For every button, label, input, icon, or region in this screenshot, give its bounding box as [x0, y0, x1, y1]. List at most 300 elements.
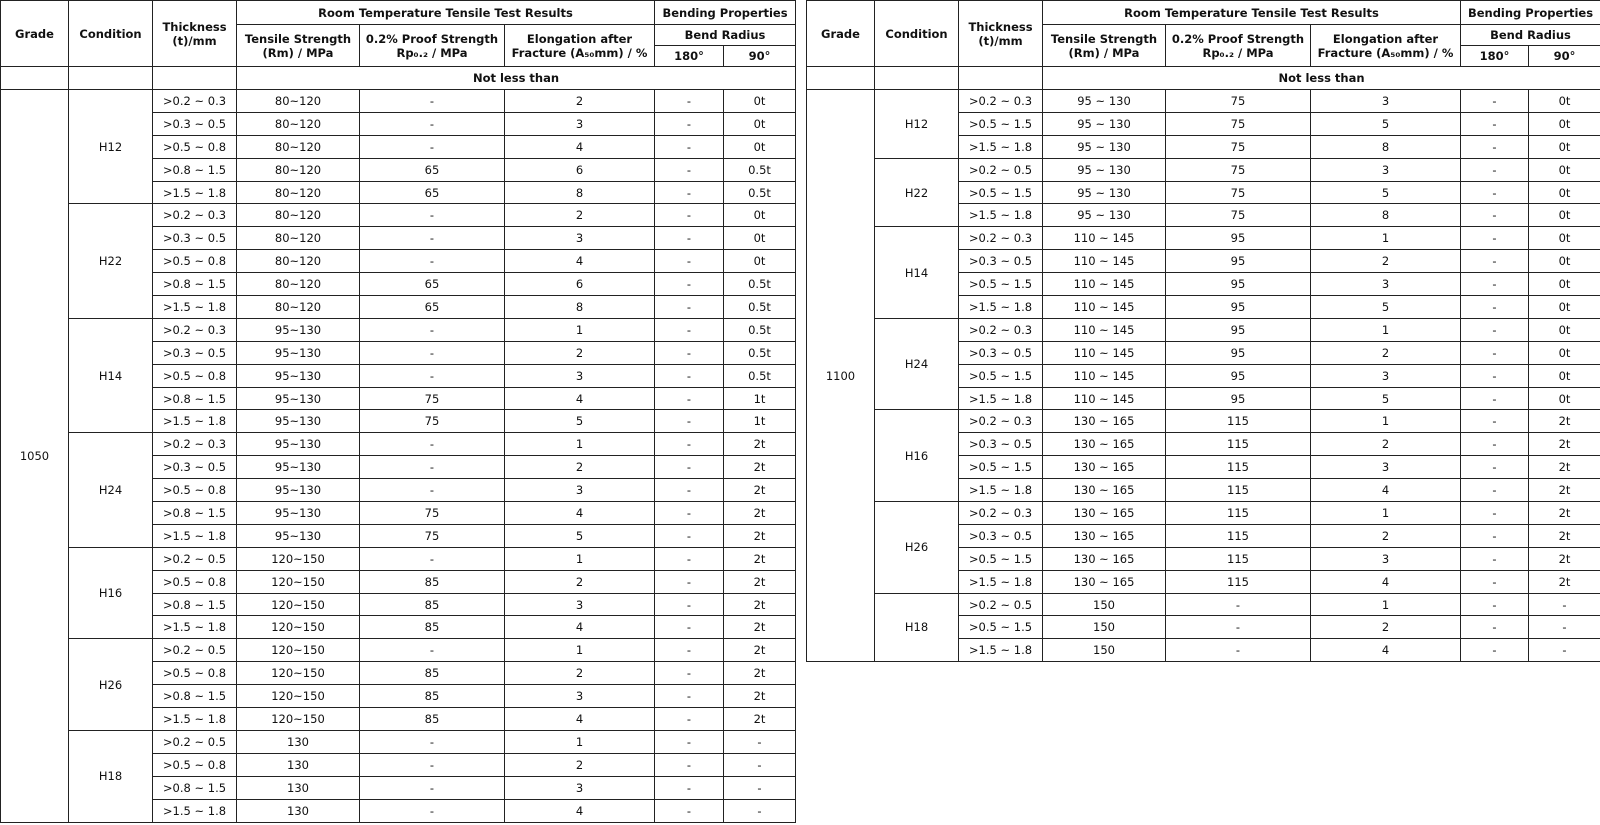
thickness-cell: >0.8 ~ 1.5 — [153, 776, 237, 799]
bending-group-header: Bending Properties — [1461, 1, 1600, 25]
tensile-cell: 95 ~ 130 — [1043, 135, 1166, 158]
properties-table-1050 — [0, 0, 796, 823]
proof-cell: - — [360, 776, 505, 799]
bend-180-cell: - — [1461, 204, 1529, 227]
tensile-cell: 80~120 — [237, 204, 360, 227]
tensile-cell: 95~130 — [237, 524, 360, 547]
tensile-cell: 130 ~ 165 — [1043, 479, 1166, 502]
thickness-cell: >0.3 ~ 0.5 — [153, 456, 237, 479]
proof-cell: 65 — [360, 181, 505, 204]
thickness-cell: >0.2 ~ 0.3 — [153, 204, 237, 227]
tensile-cell: 130 ~ 165 — [1043, 547, 1166, 570]
proof-cell: 95 — [1166, 296, 1311, 319]
proof-cell: 75 — [360, 524, 505, 547]
proof-cell: - — [1166, 593, 1311, 616]
deg180-header: 180° — [655, 46, 724, 67]
thickness-cell: >0.2 ~ 0.5 — [153, 730, 237, 753]
thickness-cell: >1.5 ~ 1.8 — [959, 204, 1043, 227]
bend-180-cell: - — [1461, 547, 1529, 570]
elongation-cell: 5 — [1311, 112, 1461, 135]
bend-180-cell: - — [1461, 639, 1529, 662]
bend-180-cell: - — [1461, 227, 1529, 250]
bend-90-cell: 0t — [1529, 364, 1600, 387]
proof-cell: 115 — [1166, 410, 1311, 433]
elongation-cell: 3 — [1311, 273, 1461, 296]
bend-90-cell: 0.5t — [724, 296, 796, 319]
thickness-cell: >0.5 ~ 0.8 — [153, 250, 237, 273]
elongation-cell: 5 — [505, 410, 655, 433]
elongation-cell: 4 — [505, 708, 655, 731]
elongation-cell: 6 — [505, 273, 655, 296]
tensile-header: Tensile Strength (Rm) / MPa — [1043, 25, 1166, 67]
grade-header-blank — [1, 67, 69, 90]
thickness-cell: >0.3 ~ 0.5 — [959, 524, 1043, 547]
tensile-cell: 95~130 — [237, 456, 360, 479]
elongation-cell: 2 — [505, 456, 655, 479]
condition-header-blank — [875, 67, 959, 90]
bend-180-cell: - — [1461, 570, 1529, 593]
proof-cell: - — [360, 112, 505, 135]
tensile-cell: 95 ~ 130 — [1043, 112, 1166, 135]
bend-90-cell: - — [724, 730, 796, 753]
tensile-cell: 110 ~ 145 — [1043, 387, 1166, 410]
bend-90-cell: 2t — [1529, 547, 1600, 570]
bend-90-cell: - — [724, 776, 796, 799]
tensile-cell: 120~150 — [237, 685, 360, 708]
bend-180-cell: - — [1461, 181, 1529, 204]
proof-cell: - — [360, 547, 505, 570]
thickness-cell: >0.5 ~ 0.8 — [153, 753, 237, 776]
elongation-cell: 8 — [1311, 204, 1461, 227]
proof-cell: 75 — [360, 410, 505, 433]
bend-90-cell: 0t — [1529, 387, 1600, 410]
tensile-cell: 95 ~ 130 — [1043, 158, 1166, 181]
table-row — [1, 90, 796, 113]
elongation-cell: 6 — [505, 158, 655, 181]
bend-180-cell: - — [655, 90, 724, 113]
proof-cell: - — [360, 341, 505, 364]
thickness-cell: >1.5 ~ 1.8 — [959, 639, 1043, 662]
proof-cell: - — [360, 730, 505, 753]
bend-90-cell: 2t — [724, 570, 796, 593]
condition-cell: H16 — [875, 410, 959, 502]
tensile-cell: 80~120 — [237, 112, 360, 135]
proof-cell: 115 — [1166, 456, 1311, 479]
bend-90-cell: 0.5t — [724, 364, 796, 387]
tensile-cell: 95~130 — [237, 502, 360, 525]
bend-180-cell: - — [655, 502, 724, 525]
elongation-header: Elongation after Fracture (A₅₀mm) / % — [505, 25, 655, 67]
thickness-cell: >1.5 ~ 1.8 — [959, 570, 1043, 593]
bending-group-header: Bending Properties — [655, 1, 796, 25]
proof-cell: 65 — [360, 296, 505, 319]
proof-cell: - — [360, 753, 505, 776]
bend-90-cell: 2t — [724, 616, 796, 639]
thickness-cell: >1.5 ~ 1.8 — [153, 410, 237, 433]
elongation-cell: 2 — [1311, 250, 1461, 273]
bend-180-cell: - — [1461, 364, 1529, 387]
not-less-than-label: Not less than — [237, 67, 796, 90]
elongation-cell: 8 — [505, 296, 655, 319]
thickness-cell: >0.8 ~ 1.5 — [153, 158, 237, 181]
thickness-cell: >0.2 ~ 0.3 — [959, 90, 1043, 113]
condition-cell: H18 — [875, 593, 959, 662]
bend-180-cell: - — [655, 433, 724, 456]
bend-180-cell: - — [655, 158, 724, 181]
thickness-cell: >0.3 ~ 0.5 — [959, 250, 1043, 273]
proof-cell: - — [360, 318, 505, 341]
bend-180-cell: - — [1461, 318, 1529, 341]
elongation-cell: 4 — [1311, 639, 1461, 662]
elongation-cell: 2 — [505, 753, 655, 776]
tensile-cell: 130 ~ 165 — [1043, 502, 1166, 525]
bend-180-cell: - — [1461, 112, 1529, 135]
elongation-cell: 3 — [505, 364, 655, 387]
bend-180-cell: - — [655, 318, 724, 341]
bend-180-cell: - — [1461, 593, 1529, 616]
bend-90-cell: 0t — [1529, 181, 1600, 204]
proof-cell: 65 — [360, 158, 505, 181]
tensile-cell: 120~150 — [237, 662, 360, 685]
bend-180-cell: - — [655, 204, 724, 227]
tensile-cell: 80~120 — [237, 273, 360, 296]
elongation-cell: 5 — [1311, 296, 1461, 319]
tensile-cell: 120~150 — [237, 570, 360, 593]
thickness-cell: >0.2 ~ 0.5 — [959, 158, 1043, 181]
bend-90-cell: 2t — [724, 639, 796, 662]
elongation-cell: 4 — [505, 616, 655, 639]
bend-180-cell: - — [655, 616, 724, 639]
elongation-cell: 4 — [1311, 570, 1461, 593]
bend-90-cell: 0t — [724, 250, 796, 273]
bend-90-cell: 1t — [724, 410, 796, 433]
tensile-cell: 110 ~ 145 — [1043, 341, 1166, 364]
condition-cell: H18 — [69, 730, 153, 822]
elongation-cell: 1 — [1311, 227, 1461, 250]
proof-cell: 115 — [1166, 524, 1311, 547]
bend-90-cell: - — [1529, 639, 1600, 662]
thickness-cell: >1.5 ~ 1.8 — [153, 616, 237, 639]
elongation-header: Elongation after Fracture (A₅₀mm) / % — [1311, 25, 1461, 67]
bend-180-cell: - — [1461, 341, 1529, 364]
proof-cell: 75 — [1166, 112, 1311, 135]
bend-radius-header: Bend Radius — [655, 25, 796, 46]
bend-90-cell: 0t — [1529, 90, 1600, 113]
bend-90-cell: 2t — [1529, 456, 1600, 479]
proof-cell: - — [360, 479, 505, 502]
table-row — [807, 593, 1600, 616]
bend-90-cell: 2t — [724, 456, 796, 479]
tensile-cell: 130 — [237, 730, 360, 753]
bend-90-cell: - — [724, 799, 796, 822]
proof-cell: 75 — [1166, 158, 1311, 181]
elongation-cell: 3 — [1311, 456, 1461, 479]
tensile-cell: 130 — [237, 753, 360, 776]
tensile-cell: 130 ~ 165 — [1043, 433, 1166, 456]
bend-90-cell: 2t — [1529, 570, 1600, 593]
proof-cell: 95 — [1166, 364, 1311, 387]
proof-cell: 95 — [1166, 273, 1311, 296]
condition-cell: H24 — [875, 318, 959, 410]
condition-cell: H14 — [69, 318, 153, 432]
condition-cell: H22 — [69, 204, 153, 318]
thickness-cell: >0.8 ~ 1.5 — [153, 273, 237, 296]
tensile-cell: 110 ~ 145 — [1043, 296, 1166, 319]
bend-90-cell: 2t — [724, 502, 796, 525]
bend-90-cell: 0.5t — [724, 181, 796, 204]
proof-cell: - — [360, 204, 505, 227]
proof-cell: - — [360, 433, 505, 456]
condition-cell: H26 — [875, 502, 959, 594]
bend-180-cell: - — [1461, 90, 1529, 113]
thickness-cell: >0.8 ~ 1.5 — [153, 387, 237, 410]
bend-180-cell: - — [1461, 616, 1529, 639]
bend-180-cell: - — [655, 296, 724, 319]
table-row — [807, 410, 1600, 433]
bend-180-cell: - — [1461, 410, 1529, 433]
elongation-cell: 1 — [505, 433, 655, 456]
proof-cell: 95 — [1166, 341, 1311, 364]
elongation-cell: 5 — [1311, 387, 1461, 410]
thickness-cell: >0.5 ~ 1.5 — [959, 616, 1043, 639]
bend-180-cell: - — [1461, 296, 1529, 319]
bend-90-cell: 2t — [724, 479, 796, 502]
elongation-cell: 1 — [1311, 410, 1461, 433]
thickness-cell: >0.5 ~ 1.5 — [959, 112, 1043, 135]
bend-180-cell: - — [1461, 456, 1529, 479]
thickness-cell: >0.2 ~ 0.3 — [959, 227, 1043, 250]
bend-180-cell: - — [1461, 135, 1529, 158]
bend-180-cell: - — [655, 753, 724, 776]
proof-cell: 115 — [1166, 433, 1311, 456]
proof-cell: 75 — [360, 387, 505, 410]
thickness-cell: >1.5 ~ 1.8 — [959, 296, 1043, 319]
thickness-cell: >0.2 ~ 0.3 — [153, 90, 237, 113]
proof-cell: 75 — [1166, 181, 1311, 204]
tensile-cell: 95 ~ 130 — [1043, 204, 1166, 227]
elongation-cell: 2 — [505, 341, 655, 364]
proof-cell: - — [360, 456, 505, 479]
thickness-cell: >0.8 ~ 1.5 — [153, 685, 237, 708]
properties-table-1100 — [806, 0, 1600, 662]
bend-90-cell: 0t — [1529, 318, 1600, 341]
thickness-cell: >0.3 ~ 0.5 — [153, 227, 237, 250]
bend-90-cell: 0.5t — [724, 318, 796, 341]
proof-cell: - — [1166, 616, 1311, 639]
proof-cell: 85 — [360, 685, 505, 708]
thickness-cell: >0.5 ~ 1.5 — [959, 181, 1043, 204]
thickness-cell: >0.3 ~ 0.5 — [959, 433, 1043, 456]
bend-180-cell: - — [655, 708, 724, 731]
elongation-cell: 8 — [505, 181, 655, 204]
elongation-cell: 2 — [1311, 341, 1461, 364]
thickness-cell: >0.2 ~ 0.3 — [153, 433, 237, 456]
deg90-header: 90° — [1529, 46, 1600, 67]
bend-90-cell: 2t — [724, 524, 796, 547]
thickness-cell: >1.5 ~ 1.8 — [959, 135, 1043, 158]
room-temp-group-header: Room Temperature Tensile Test Results — [1043, 1, 1461, 25]
bend-90-cell: - — [724, 753, 796, 776]
condition-header: Condition — [69, 1, 153, 67]
bend-90-cell: 2t — [724, 593, 796, 616]
elongation-cell: 4 — [505, 502, 655, 525]
tensile-cell: 95~130 — [237, 364, 360, 387]
tensile-cell: 130 ~ 165 — [1043, 524, 1166, 547]
bend-180-cell: - — [655, 730, 724, 753]
elongation-cell: 3 — [505, 227, 655, 250]
bend-180-cell: - — [655, 227, 724, 250]
elongation-cell: 2 — [1311, 524, 1461, 547]
table-row — [1, 204, 796, 227]
thickness-cell: >0.5 ~ 0.8 — [153, 662, 237, 685]
thickness-cell: >0.5 ~ 1.5 — [959, 456, 1043, 479]
elongation-cell: 3 — [1311, 364, 1461, 387]
thickness-cell: >0.3 ~ 0.5 — [153, 112, 237, 135]
condition-cell: H22 — [875, 158, 959, 227]
elongation-cell: 2 — [1311, 433, 1461, 456]
tensile-cell: 150 — [1043, 593, 1166, 616]
thickness-cell: >0.5 ~ 1.5 — [959, 364, 1043, 387]
proof-cell: 115 — [1166, 570, 1311, 593]
elongation-cell: 3 — [505, 776, 655, 799]
bend-180-cell: - — [655, 387, 724, 410]
grade-cell: 1100 — [807, 90, 875, 662]
thickness-cell: >0.8 ~ 1.5 — [153, 593, 237, 616]
tensile-cell: 130 — [237, 776, 360, 799]
tensile-cell: 95 ~ 130 — [1043, 90, 1166, 113]
bend-180-cell: - — [655, 524, 724, 547]
thickness-cell: >0.5 ~ 0.8 — [153, 570, 237, 593]
thickness-cell: >0.8 ~ 1.5 — [153, 502, 237, 525]
condition-cell: H12 — [69, 90, 153, 204]
elongation-cell: 3 — [505, 479, 655, 502]
proof-header: 0.2% Proof Strength Rp₀.₂ / MPa — [1166, 25, 1311, 67]
thickness-cell: >1.5 ~ 1.8 — [153, 708, 237, 731]
table-row — [807, 227, 1600, 250]
proof-cell: - — [360, 639, 505, 662]
bend-90-cell: 0t — [1529, 296, 1600, 319]
bend-180-cell: - — [655, 799, 724, 822]
elongation-cell: 3 — [505, 685, 655, 708]
tensile-cell: 95 ~ 130 — [1043, 181, 1166, 204]
elongation-cell: 1 — [1311, 502, 1461, 525]
elongation-cell: 2 — [1311, 616, 1461, 639]
tensile-cell: 130 ~ 165 — [1043, 410, 1166, 433]
condition-cell: H14 — [875, 227, 959, 319]
thickness-cell: >1.5 ~ 1.8 — [153, 181, 237, 204]
thickness-cell: >0.2 ~ 0.3 — [959, 410, 1043, 433]
condition-cell: H24 — [69, 433, 153, 547]
thickness-cell: >0.5 ~ 1.5 — [959, 547, 1043, 570]
bend-90-cell: 0t — [1529, 112, 1600, 135]
thickness-header-blank — [959, 67, 1043, 90]
bend-90-cell: 0.5t — [724, 273, 796, 296]
bend-90-cell: 0.5t — [724, 341, 796, 364]
thickness-cell: >0.2 ~ 0.3 — [959, 318, 1043, 341]
bend-90-cell: - — [1529, 593, 1600, 616]
proof-cell: 85 — [360, 616, 505, 639]
elongation-cell: 1 — [1311, 318, 1461, 341]
bend-90-cell: 2t — [1529, 433, 1600, 456]
elongation-cell: 2 — [505, 662, 655, 685]
tensile-cell: 130 ~ 165 — [1043, 456, 1166, 479]
tensile-cell: 120~150 — [237, 639, 360, 662]
elongation-cell: 4 — [505, 799, 655, 822]
tensile-cell: 95~130 — [237, 479, 360, 502]
condition-header-blank — [69, 67, 153, 90]
tensile-cell: 120~150 — [237, 547, 360, 570]
bend-90-cell: 2t — [724, 708, 796, 731]
proof-cell: - — [360, 250, 505, 273]
table-body — [807, 90, 1600, 662]
proof-cell: 75 — [1166, 204, 1311, 227]
bend-180-cell: - — [655, 250, 724, 273]
condition-cell: H16 — [69, 547, 153, 639]
elongation-cell: 2 — [505, 204, 655, 227]
proof-cell: - — [360, 90, 505, 113]
bend-90-cell: 0t — [1529, 158, 1600, 181]
thickness-cell: >0.3 ~ 0.5 — [959, 341, 1043, 364]
bend-180-cell: - — [655, 456, 724, 479]
tensile-cell: 120~150 — [237, 708, 360, 731]
bend-180-cell: - — [655, 341, 724, 364]
tensile-cell: 80~120 — [237, 90, 360, 113]
bend-90-cell: 2t — [724, 662, 796, 685]
condition-cell: H26 — [69, 639, 153, 731]
thickness-cell: >0.5 ~ 1.5 — [959, 273, 1043, 296]
table-row — [1, 318, 796, 341]
bend-90-cell: 0t — [1529, 273, 1600, 296]
tensile-cell: 150 — [1043, 616, 1166, 639]
grade-cell: 1050 — [1, 90, 69, 823]
proof-cell: 95 — [1166, 318, 1311, 341]
bend-180-cell: - — [1461, 250, 1529, 273]
bend-180-cell: - — [1461, 502, 1529, 525]
elongation-cell: 4 — [505, 387, 655, 410]
elongation-cell: 1 — [1311, 593, 1461, 616]
thickness-cell: >0.5 ~ 0.8 — [153, 364, 237, 387]
condition-header: Condition — [875, 1, 959, 67]
grade-header: Grade — [1, 1, 69, 67]
bend-180-cell: - — [655, 112, 724, 135]
thickness-cell: >0.2 ~ 0.5 — [959, 593, 1043, 616]
proof-cell: - — [360, 799, 505, 822]
bend-180-cell: - — [655, 364, 724, 387]
proof-cell: - — [1166, 639, 1311, 662]
elongation-cell: 4 — [505, 135, 655, 158]
tensile-cell: 95~130 — [237, 387, 360, 410]
proof-header: 0.2% Proof Strength Rp₀.₂ / MPa — [360, 25, 505, 67]
bend-90-cell: 2t — [1529, 410, 1600, 433]
thickness-cell: >0.3 ~ 0.5 — [153, 341, 237, 364]
deg90-header: 90° — [724, 46, 796, 67]
bend-180-cell: - — [655, 776, 724, 799]
bend-180-cell: - — [655, 181, 724, 204]
proof-cell: 85 — [360, 708, 505, 731]
tensile-cell: 120~150 — [237, 616, 360, 639]
bend-90-cell: 2t — [724, 685, 796, 708]
bend-90-cell: 0t — [1529, 204, 1600, 227]
bend-90-cell: 0t — [724, 112, 796, 135]
bend-180-cell: - — [1461, 387, 1529, 410]
proof-cell: 75 — [360, 502, 505, 525]
bend-180-cell: - — [655, 662, 724, 685]
table-row — [807, 318, 1600, 341]
elongation-cell: 3 — [1311, 547, 1461, 570]
bend-90-cell: 0t — [1529, 250, 1600, 273]
tensile-cell: 95~130 — [237, 318, 360, 341]
bend-90-cell: 1t — [724, 387, 796, 410]
